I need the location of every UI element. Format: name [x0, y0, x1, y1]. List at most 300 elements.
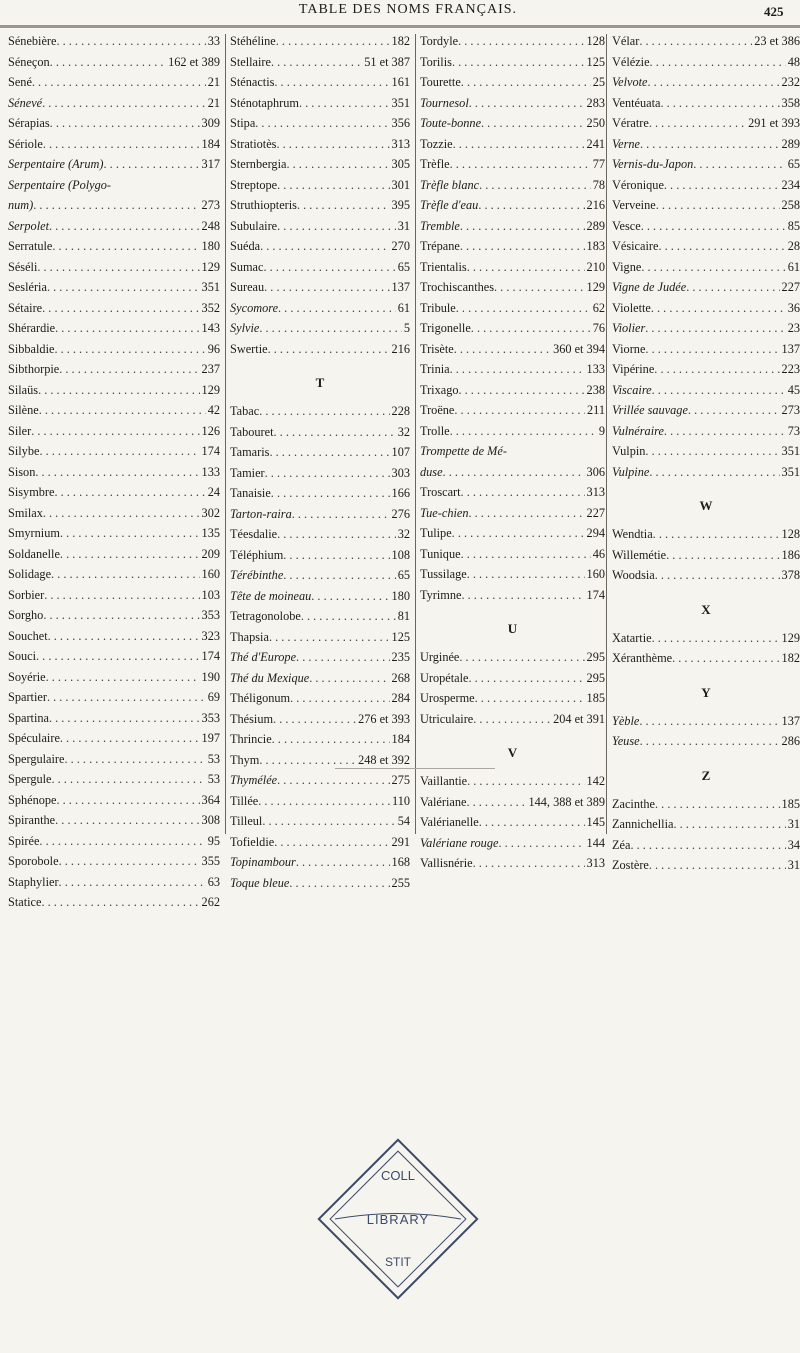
dot-leader [37, 260, 199, 275]
index-entry [420, 260, 605, 281]
index-entry [612, 178, 800, 199]
entry-name: Sénebière [8, 34, 57, 48]
entry-name: Térébinthe [230, 568, 284, 582]
index-entry [612, 342, 800, 363]
index-entry [420, 795, 605, 816]
index-entry [420, 321, 605, 342]
index-entry [8, 629, 220, 650]
entry-name: Soyérie [8, 669, 46, 684]
dot-leader [260, 239, 389, 254]
index-entry [612, 797, 800, 818]
index-entry [420, 239, 605, 260]
dot-leader [630, 838, 785, 853]
entry-name: Swertie [230, 341, 268, 356]
entry-name: Sétaire [8, 300, 43, 315]
entry-page-number: 241 [586, 136, 605, 151]
entry-page-number: 129 [586, 280, 605, 294]
dot-leader [652, 383, 786, 398]
dot-leader [672, 651, 779, 666]
index-entry [8, 383, 220, 404]
dot-leader [274, 425, 396, 440]
index-entry [420, 280, 605, 301]
entry-name: Troscart [420, 485, 461, 499]
index-entry [612, 157, 800, 178]
index-entry [8, 588, 220, 609]
dot-leader [278, 301, 396, 316]
entry-name: Toute-bonne [420, 116, 482, 130]
index-entry [612, 362, 800, 383]
entry-page-number: 313 [586, 485, 605, 499]
library-stamp [317, 1138, 479, 1300]
entry-page-number: 360 et 394 [553, 341, 605, 356]
entry-name: Verveine [612, 198, 656, 212]
dot-leader [54, 342, 205, 357]
entry-page-number: 137 [391, 280, 410, 294]
entry-name: Tourette [420, 75, 461, 89]
entry-name: Tulipe [420, 526, 452, 540]
entry-name: Tribule [420, 300, 456, 315]
entry-page-number: 110 [392, 793, 410, 808]
entry-name: Vulnéraire [612, 423, 664, 438]
dot-leader [269, 630, 390, 645]
index-entry [8, 813, 220, 834]
index-entry [8, 239, 220, 260]
dot-leader [494, 280, 585, 295]
entry-name: Tanaisie [230, 486, 271, 500]
dot-leader [450, 157, 591, 172]
dot-leader [297, 198, 390, 213]
dot-leader [42, 96, 206, 111]
index-entry [612, 116, 800, 137]
dot-leader [453, 137, 585, 152]
entry-name: Vigne de Judée [612, 280, 687, 294]
index-entry [612, 527, 800, 548]
entry-page-number: 31 [787, 817, 800, 831]
index-entry [230, 301, 410, 322]
index-entry [420, 55, 605, 76]
entry-name: Sérapias [8, 116, 50, 130]
dot-leader [471, 321, 591, 336]
entry-page-number: 238 [586, 382, 605, 397]
dot-leader [32, 75, 206, 90]
entry-page-number: 227 [781, 280, 800, 294]
entry-page-number: 183 [586, 239, 605, 253]
dot-leader [641, 219, 786, 234]
index-entry [8, 649, 220, 670]
entry-page-number: 65 [397, 568, 410, 582]
entry-page-number: 73 [787, 423, 800, 438]
index-entry [612, 631, 800, 652]
index-entry [230, 116, 410, 137]
entry-name: Valériane [420, 794, 467, 809]
index-entry [8, 260, 220, 281]
index-entry [420, 198, 605, 219]
entry-page-number: 232 [781, 75, 800, 89]
index-entry [230, 321, 410, 342]
dot-leader [255, 116, 389, 131]
section-letter: T [315, 375, 325, 390]
entry-page-number: 53 [207, 751, 220, 766]
entry-page-number: 351 [781, 444, 800, 458]
entry-page-number: 309 [201, 116, 220, 130]
entry-name: Stipa [230, 116, 256, 130]
entry-page-number: 145 [586, 815, 605, 829]
entry-name: Serpentaire (Polygo- [8, 177, 112, 192]
index-entry [8, 116, 220, 137]
entry-page-number: 142 [586, 774, 605, 788]
entry-name: Tabac [230, 404, 260, 418]
dot-leader [277, 178, 389, 193]
entry-page-number: 270 [391, 239, 410, 253]
entry-name: Spartina [8, 710, 49, 725]
entry-name: Silène [8, 403, 39, 417]
dot-leader [468, 671, 584, 686]
entry-name: Xatartie [612, 630, 652, 645]
index-entry [8, 198, 220, 219]
entry-page-number: 351 [201, 280, 220, 294]
dot-leader [48, 629, 200, 644]
entry-name: Spéculaire [8, 731, 60, 745]
dot-leader [467, 774, 584, 789]
entry-name: Thrincie [230, 732, 272, 746]
dot-leader [47, 690, 206, 705]
entry-page-number: 186 [781, 547, 800, 562]
dot-leader [272, 732, 390, 747]
entry-name: Thapsia [230, 629, 269, 644]
entry-page-number: 185 [781, 796, 800, 811]
entry-page-number: 144, 388 et 389 [528, 794, 605, 809]
dot-leader [450, 424, 597, 439]
index-entry [612, 817, 800, 838]
dot-leader [289, 876, 389, 891]
entry-name: Staphylier [8, 874, 59, 889]
dot-leader [35, 465, 199, 480]
page-number: 425 [764, 4, 784, 19]
dot-leader [56, 34, 205, 49]
entry-page-number: 107 [391, 445, 410, 459]
entry-page-number: 42 [207, 403, 220, 417]
entry-name: Trèfle d'eau [420, 198, 479, 212]
index-entry [8, 55, 220, 76]
index-entry [8, 178, 220, 199]
entry-name: Téléphium [230, 547, 284, 562]
index-entry [230, 773, 410, 794]
dot-leader [277, 219, 396, 234]
entry-name: Vigne [612, 259, 642, 274]
entry-name: Sténactis [230, 75, 275, 89]
entry-page-number: 378 [781, 568, 800, 582]
entry-page-number: 289 [586, 218, 605, 233]
dot-leader [47, 280, 200, 295]
entry-page-number: 81 [397, 609, 410, 623]
dot-leader [467, 260, 585, 275]
header-rule [0, 25, 800, 28]
index-entry [8, 526, 220, 547]
index-entry [230, 753, 410, 774]
index-entry [420, 856, 605, 877]
entry-name: Smilax [8, 505, 43, 520]
entry-name: Ventéuata [612, 95, 661, 110]
entry-name: Tabouret [230, 424, 274, 439]
entry-page-number: 234 [781, 177, 800, 192]
entry-name: Trixago [420, 382, 459, 397]
entry-name: Viorne [612, 341, 646, 356]
dot-leader [49, 711, 200, 726]
entry-page-number: 53 [207, 772, 220, 786]
entry-name: Spirée [8, 833, 40, 848]
entry-page-number: 25 [592, 75, 605, 89]
entry-name: Wendtia [612, 527, 653, 541]
index-entry [8, 321, 220, 342]
entry-page-number: 353 [201, 608, 220, 622]
entry-name: Sylvie [230, 321, 260, 335]
index-column-1 [8, 34, 220, 916]
dot-leader [274, 75, 389, 90]
index-entry [420, 526, 605, 547]
entry-name: Torilis [420, 54, 452, 69]
dot-leader [645, 444, 779, 459]
entry-page-number: 160 [586, 567, 605, 581]
index-entry [8, 96, 220, 117]
entry-name: Sumac [230, 259, 264, 274]
dot-leader [652, 631, 780, 646]
dot-leader [639, 34, 752, 49]
dot-leader [57, 793, 200, 808]
entry-page-number: 182 [781, 651, 800, 665]
entry-page-number: 125 [391, 629, 410, 644]
entry-name: Streptope [230, 177, 278, 192]
index-entry [8, 157, 220, 178]
entry-page-number: 160 [201, 567, 220, 581]
entry-name: Trochiscanthes [420, 280, 495, 294]
entry-name: Tremble [420, 218, 460, 233]
index-entry [420, 650, 605, 671]
dot-leader [299, 96, 390, 111]
section-letter: X [701, 601, 711, 617]
entry-name: Spiranthe [8, 813, 56, 827]
entry-name: Valériane rouge [420, 835, 499, 850]
entry-name: Sténotaphrum [230, 95, 299, 110]
dot-leader [649, 116, 746, 131]
entry-name: Troëne [420, 403, 455, 417]
index-entry [230, 342, 410, 363]
dot-leader [259, 404, 389, 419]
index-entry [612, 424, 800, 445]
dot-leader [456, 301, 591, 316]
entry-page-number: 33 [207, 34, 220, 48]
index-entry [8, 137, 220, 158]
dot-leader [286, 157, 389, 172]
entry-page-number: 228 [391, 404, 410, 418]
dot-leader [60, 731, 200, 746]
entry-name: Vératre [612, 116, 649, 130]
index-entry [420, 362, 605, 383]
entry-name: Sorgho [8, 608, 44, 622]
dot-leader [43, 137, 200, 152]
index-entry [420, 34, 605, 55]
entry-page-number: 353 [201, 710, 220, 725]
entry-page-number: 95 [207, 833, 220, 848]
index-entry [230, 486, 410, 507]
index-entry [8, 485, 220, 506]
entry-page-number: 294 [586, 526, 605, 540]
dot-leader [271, 486, 390, 501]
index-entry [230, 609, 410, 630]
entry-name: Yèble [612, 713, 640, 728]
entry-page-number: 262 [201, 895, 220, 909]
entry-name: Tarton-raira [230, 506, 292, 521]
dot-leader [263, 260, 395, 275]
index-entry [8, 875, 220, 896]
entry-name: Véronique [612, 177, 664, 192]
dot-leader [60, 526, 200, 541]
dot-leader [479, 815, 585, 830]
dot-leader [443, 465, 585, 480]
index-entry [8, 772, 220, 793]
dot-leader [296, 855, 390, 870]
index-entry [612, 465, 800, 486]
entry-name: Tilleul [230, 814, 263, 828]
entry-name: Vaillantie [420, 774, 468, 788]
dot-leader [478, 198, 584, 213]
entry-page-number: 126 [201, 423, 220, 438]
entry-name: Tozzie [420, 136, 453, 151]
entry-page-number: 133 [201, 464, 220, 479]
dot-leader [39, 834, 205, 849]
entry-name: Struthiopteris [230, 198, 297, 212]
dot-leader [50, 55, 166, 70]
entry-page-number: 23 et 386 [754, 34, 800, 48]
entry-name: Uropétale [420, 670, 469, 685]
dot-leader [660, 96, 779, 111]
entry-name: Tamaris [230, 445, 270, 459]
entry-name: Trépane [420, 239, 460, 253]
index-entry [230, 732, 410, 753]
dot-leader [60, 547, 200, 562]
index-entry [8, 731, 220, 752]
section-letter: U [507, 621, 518, 636]
entry-page-number: 133 [586, 362, 605, 376]
dot-leader [64, 752, 205, 767]
index-entry [8, 301, 220, 322]
entry-page-number: 286 [781, 734, 800, 748]
column-divider [606, 34, 607, 834]
index-entry [8, 793, 220, 814]
column-divider [415, 34, 416, 834]
entry-name: Séneçon [8, 54, 50, 69]
dot-leader [59, 362, 199, 377]
entry-page-number: 276 et 393 [358, 711, 410, 726]
entry-name: Sibbaldie [8, 341, 55, 356]
entry-page-number: 78 [592, 177, 605, 192]
entry-name: Vallisnérie [420, 856, 473, 870]
entry-page-number: 45 [787, 382, 800, 397]
entry-name: Tue-chien [420, 505, 469, 520]
index-entry [612, 734, 800, 755]
dot-leader [277, 527, 396, 542]
entry-page-number: 351 [391, 95, 410, 110]
entry-name: Vesce [612, 218, 641, 233]
dot-leader [52, 772, 206, 787]
dot-leader [454, 342, 551, 357]
dot-leader [290, 691, 389, 706]
entry-page-number: 284 [391, 691, 410, 705]
dot-leader [273, 712, 356, 727]
dot-leader [645, 342, 779, 357]
entry-page-number: 216 [586, 198, 605, 212]
dot-leader [666, 548, 779, 563]
dot-leader [641, 260, 785, 275]
entry-name: Tyrimne [420, 587, 462, 602]
entry-page-number: 209 [201, 546, 220, 561]
entry-page-number: 166 [391, 486, 410, 500]
index-entry [612, 444, 800, 465]
index-entry [8, 567, 220, 588]
entry-name: Vésicaire [612, 239, 659, 253]
entry-page-number: 184 [391, 732, 410, 746]
entry-page-number: 137 [781, 341, 800, 356]
entry-page-number: 190 [201, 669, 220, 684]
entry-name: Silybe [8, 444, 40, 458]
entry-page-number: 250 [586, 116, 605, 130]
dot-leader [467, 567, 585, 582]
entry-name: Xéranthème [612, 651, 673, 665]
printing-mark [335, 768, 495, 769]
entry-name: Zostère [612, 858, 649, 872]
entry-page-number: 291 [391, 834, 410, 849]
entry-name: Tofieldie [230, 834, 275, 849]
dot-leader [301, 609, 396, 624]
entry-page-number: 211 [587, 403, 605, 417]
dot-leader [49, 219, 200, 234]
entry-page-number: 313 [586, 856, 605, 870]
dot-leader [649, 858, 786, 873]
entry-page-number: 182 [391, 34, 410, 48]
index-entry [420, 157, 605, 178]
entry-name: Suéda [230, 239, 261, 253]
index-entry [230, 280, 410, 301]
index-entry [420, 383, 605, 404]
entry-name: Tillée [230, 793, 259, 808]
entry-page-number: 54 [397, 814, 410, 828]
index-entry [230, 855, 410, 876]
entry-page-number: 255 [391, 875, 410, 890]
entry-page-number: 32 [397, 424, 410, 439]
dot-leader [283, 548, 389, 563]
index-entry [420, 424, 605, 445]
entry-page-number: 180 [201, 239, 220, 253]
entry-page-number: 174 [201, 649, 220, 663]
dot-leader [658, 239, 785, 254]
entry-name: Verne [612, 136, 640, 151]
index-entry [420, 465, 605, 486]
index-entry [230, 34, 410, 55]
index-entry [230, 157, 410, 178]
stamp-bottom-text: STIT [385, 1255, 411, 1269]
entry-name: Zacinthe [612, 796, 656, 811]
index-entry [8, 834, 220, 855]
dot-leader [36, 649, 200, 664]
dot-leader [52, 239, 199, 254]
index-entry [230, 198, 410, 219]
dot-leader [55, 321, 199, 336]
dot-leader [686, 280, 779, 295]
index-entry [612, 301, 800, 322]
entry-page-number: 275 [391, 773, 410, 787]
entry-page-number: 5 [403, 321, 410, 335]
dot-leader [43, 506, 200, 521]
entry-name: Souchet [8, 628, 48, 643]
